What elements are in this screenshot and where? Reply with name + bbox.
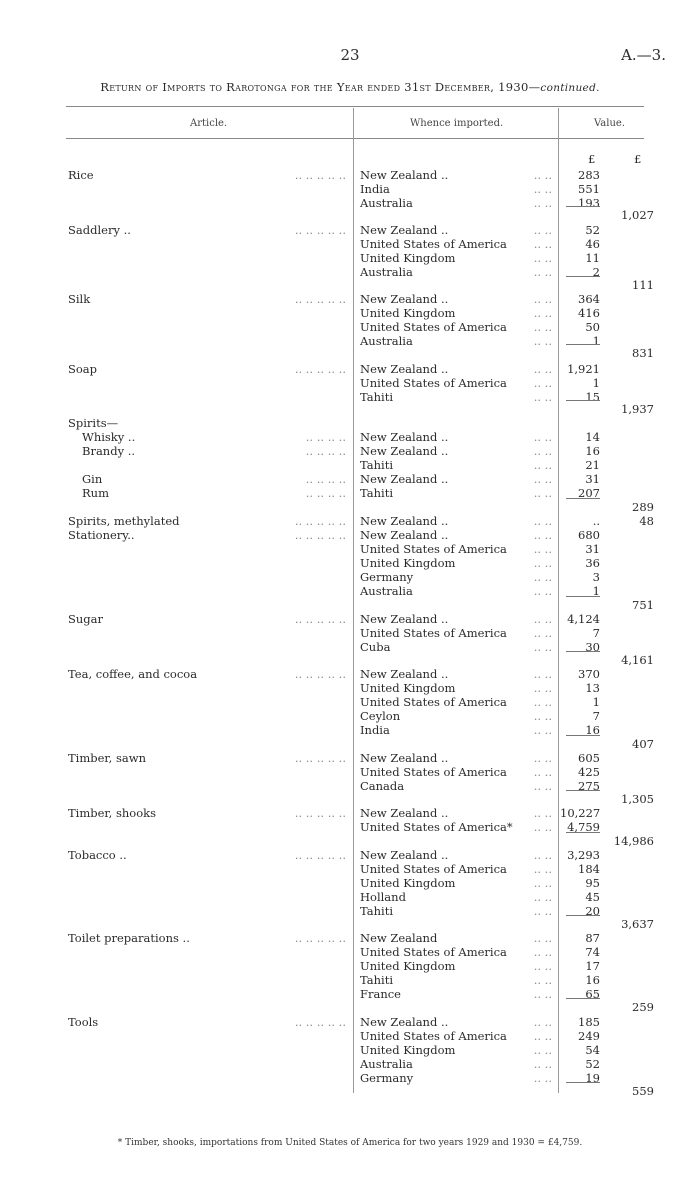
origin-country: New Zealand ..	[360, 430, 449, 444]
header-top-rule	[66, 106, 644, 107]
page-number: 23	[340, 46, 360, 64]
leader-dots: .. ..	[533, 542, 552, 556]
article-total: 289	[632, 500, 654, 514]
leader-dots: .. .. .. ..	[305, 430, 346, 444]
origin-value: 31	[585, 472, 600, 486]
leader-dots: .. ..	[533, 779, 552, 793]
article-name: Tea, coffee, and cocoa	[68, 667, 198, 681]
leader-dots: .. ..	[533, 959, 552, 973]
leader-dots: .. ..	[533, 1057, 552, 1071]
origin-value: 1,921	[567, 362, 600, 376]
origin-value: 207	[578, 486, 600, 500]
leader-dots: .. ..	[533, 1029, 552, 1043]
leader-dots: .. ..	[533, 430, 552, 444]
column-header-whence: Whence imported.	[410, 118, 504, 129]
leader-dots: .. ..	[533, 667, 552, 681]
leader-dots: .. ..	[533, 556, 552, 570]
leader-dots: .. .. .. .. ..	[294, 931, 346, 945]
origin-country: India	[360, 723, 390, 737]
origin-country: New Zealand ..	[360, 223, 449, 237]
origin-value: 4,759	[567, 820, 600, 834]
origin-value: 11	[585, 251, 600, 265]
subtotal-rule	[566, 1082, 600, 1083]
origin-value: 551	[578, 182, 600, 196]
document-reference: A.—3.	[621, 46, 666, 64]
origin-country: New Zealand ..	[360, 667, 449, 681]
leader-dots: .. .. .. .. ..	[294, 168, 346, 182]
article-name: Stationery..	[68, 528, 135, 542]
origin-country: United Kingdom	[360, 251, 456, 265]
origin-value: 95	[585, 876, 600, 890]
origin-country: Holland	[360, 890, 406, 904]
article-subitem: Brandy ..	[82, 444, 136, 458]
origin-country: Australia	[360, 584, 413, 598]
article-total: 48	[639, 514, 654, 528]
origin-country: United States of America	[360, 626, 507, 640]
origin-value: 364	[578, 292, 600, 306]
leader-dots: .. .. .. .. ..	[294, 223, 346, 237]
article-name: Silk	[68, 292, 91, 306]
leader-dots: .. ..	[533, 182, 552, 196]
origin-country: United States of America	[360, 376, 507, 390]
origin-country: New Zealand ..	[360, 1015, 449, 1029]
origin-value: 30	[585, 640, 600, 654]
origin-country: United Kingdom	[360, 1043, 456, 1057]
subtotal-rule	[566, 998, 600, 999]
leader-dots: .. .. .. .. ..	[294, 362, 346, 376]
origin-value: 46	[585, 237, 600, 251]
origin-value: 87	[585, 931, 600, 945]
leader-dots: .. ..	[533, 584, 552, 598]
column-divider-value	[558, 108, 559, 1093]
leader-dots: .. .. .. .. ..	[294, 292, 346, 306]
column-header-article: Article.	[190, 118, 228, 129]
origin-country: United States of America*	[360, 820, 513, 834]
article-name: Soap	[68, 362, 98, 376]
origin-value: 1	[592, 334, 600, 348]
origin-value: 15	[585, 390, 600, 404]
subtotal-rule	[566, 498, 600, 499]
origin-country: United States of America	[360, 237, 507, 251]
origin-country: Australia	[360, 334, 413, 348]
origin-country: New Zealand	[360, 931, 438, 945]
article-name: Tools	[68, 1015, 99, 1029]
origin-country: New Zealand ..	[360, 848, 449, 862]
leader-dots: .. .. .. .. ..	[294, 1015, 346, 1029]
origin-country: New Zealand ..	[360, 514, 449, 528]
leader-dots: .. ..	[533, 1043, 552, 1057]
origin-value: 193	[578, 196, 600, 210]
origin-value: 2	[592, 265, 600, 279]
origin-country: United States of America	[360, 695, 507, 709]
origin-country: United Kingdom	[360, 876, 456, 890]
origin-value: 184	[578, 862, 600, 876]
article-total: 407	[632, 737, 654, 751]
leader-dots: .. ..	[533, 306, 552, 320]
leader-dots: .. ..	[533, 862, 552, 876]
origin-value: 1	[592, 695, 600, 709]
leader-dots: .. ..	[533, 626, 552, 640]
origin-value: 283	[578, 168, 600, 182]
article-total: 111	[632, 278, 654, 292]
leader-dots: .. ..	[533, 320, 552, 334]
subtotal-rule	[566, 790, 600, 791]
leader-dots: .. ..	[533, 362, 552, 376]
article-name: Rice	[68, 168, 94, 182]
origin-value: 16	[585, 723, 600, 737]
origin-value: 14	[585, 430, 600, 444]
origin-country: Tahiti	[360, 486, 394, 500]
leader-dots: .. ..	[533, 765, 552, 779]
article-total: 14,986	[613, 834, 654, 848]
leader-dots: .. .. .. .. ..	[294, 514, 346, 528]
origin-country: Australia	[360, 265, 413, 279]
leader-dots: .. ..	[533, 376, 552, 390]
origin-value: 52	[585, 223, 600, 237]
origin-value: 185	[578, 1015, 600, 1029]
article-subitem: Rum	[82, 486, 109, 500]
origin-value: 3	[592, 570, 600, 584]
leader-dots: .. ..	[533, 486, 552, 500]
origin-value: 17	[585, 959, 600, 973]
article-name: Toilet preparations ..	[68, 931, 190, 945]
origin-value: 20	[585, 904, 600, 918]
leader-dots: .. ..	[533, 458, 552, 472]
origin-country: Ceylon	[360, 709, 401, 723]
leader-dots: .. .. .. .. ..	[294, 806, 346, 820]
article-name: Spirits, methylated	[68, 514, 180, 528]
origin-value: 16	[585, 444, 600, 458]
leader-dots: .. .. .. .. ..	[294, 612, 346, 626]
leader-dots: .. ..	[533, 1071, 552, 1085]
origin-country: New Zealand ..	[360, 444, 449, 458]
origin-value: 50	[585, 320, 600, 334]
origin-country: Tahiti	[360, 904, 394, 918]
subtotal-rule	[566, 915, 600, 916]
origin-country: Germany	[360, 570, 414, 584]
leader-dots: .. ..	[533, 612, 552, 626]
origin-value: 74	[585, 945, 600, 959]
leader-dots: .. ..	[533, 640, 552, 654]
origin-country: Tahiti	[360, 973, 394, 987]
origin-country: New Zealand ..	[360, 528, 449, 542]
subtotal-rule	[566, 276, 600, 277]
leader-dots: .. .. .. ..	[305, 472, 346, 486]
article-total: 259	[632, 1000, 654, 1014]
leader-dots: .. .. .. .. ..	[294, 667, 346, 681]
leader-dots: .. ..	[533, 904, 552, 918]
origin-value: 45	[585, 890, 600, 904]
leader-dots: .. ..	[533, 987, 552, 1001]
subtotal-rule	[566, 400, 600, 401]
subtotal-rule	[566, 344, 600, 345]
origin-value: 3,293	[567, 848, 600, 862]
origin-country: New Zealand ..	[360, 751, 449, 765]
origin-value: 1	[592, 584, 600, 598]
column-divider-article	[353, 108, 354, 1093]
origin-country: Cuba	[360, 640, 391, 654]
origin-country: United States of America	[360, 1029, 507, 1043]
origin-country: Australia	[360, 196, 413, 210]
subtotal-rule	[566, 206, 600, 207]
origin-country: New Zealand ..	[360, 168, 449, 182]
origin-value: 7	[592, 626, 600, 640]
article-total: 831	[632, 346, 654, 360]
leader-dots: .. .. .. .. ..	[294, 528, 346, 542]
leader-dots: .. ..	[533, 806, 552, 820]
origin-value: 54	[585, 1043, 600, 1057]
origin-value: 1	[592, 376, 600, 390]
leader-dots: .. ..	[533, 528, 552, 542]
article-subitem: Gin	[82, 472, 103, 486]
origin-value: 21	[585, 458, 600, 472]
subtotal-rule	[566, 596, 600, 597]
origin-value: 416	[578, 306, 600, 320]
article-name: Timber, sawn	[68, 751, 146, 765]
origin-country: New Zealand ..	[360, 292, 449, 306]
origin-country: United States of America	[360, 862, 507, 876]
article-name: Sugar	[68, 612, 103, 626]
leader-dots: .. ..	[533, 292, 552, 306]
leader-dots: .. ..	[533, 945, 552, 959]
footnote: * Timber, shooks, importations from United States of America for two years 1929 and 1930 = £4,759.	[117, 1138, 583, 1148]
origin-country: United States of America	[360, 542, 507, 556]
leader-dots: .. ..	[533, 709, 552, 723]
origin-value: 19	[585, 1071, 600, 1085]
origin-value: 7	[592, 709, 600, 723]
leader-dots: .. ..	[533, 876, 552, 890]
leader-dots: .. .. .. .. ..	[294, 751, 346, 765]
origin-value: 36	[585, 556, 600, 570]
subtotal-rule	[566, 735, 600, 736]
currency-symbol-right: £	[634, 152, 642, 166]
article-total: 1,027	[621, 208, 654, 222]
leader-dots: .. ..	[533, 1015, 552, 1029]
leader-dots: .. ..	[533, 695, 552, 709]
leader-dots: .. .. .. .. ..	[294, 848, 346, 862]
origin-value: 65	[585, 987, 600, 1001]
article-total: 3,637	[621, 917, 654, 931]
origin-country: United Kingdom	[360, 681, 456, 695]
origin-country: New Zealand ..	[360, 806, 449, 820]
article-total: 559	[632, 1084, 654, 1098]
leader-dots: .. ..	[533, 848, 552, 862]
origin-value: 13	[585, 681, 600, 695]
origin-value: 275	[578, 779, 600, 793]
subtotal-rule	[566, 651, 600, 652]
article-name: Tobacco ..	[68, 848, 127, 862]
origin-country: Tahiti	[360, 390, 394, 404]
leader-dots: .. ..	[533, 931, 552, 945]
article-name: Saddlery ..	[68, 223, 131, 237]
origin-value: 680	[578, 528, 600, 542]
leader-dots: .. ..	[533, 251, 552, 265]
leader-dots: .. ..	[533, 514, 552, 528]
origin-country: United Kingdom	[360, 556, 456, 570]
article-heading: Spirits—	[68, 416, 119, 430]
origin-country: United Kingdom	[360, 959, 456, 973]
origin-value: 249	[578, 1029, 600, 1043]
leader-dots: .. ..	[533, 820, 552, 834]
article-name: Timber, shooks	[68, 806, 156, 820]
origin-country: United States of America	[360, 945, 507, 959]
table-title-main: Return of Imports to Rarotonga for the Year ended 31st December, 1930—	[100, 80, 541, 94]
leader-dots: .. .. .. ..	[305, 444, 346, 458]
origin-country: New Zealand ..	[360, 612, 449, 626]
origin-country: United Kingdom	[360, 306, 456, 320]
origin-country: New Zealand ..	[360, 362, 449, 376]
article-total: 4,161	[621, 653, 654, 667]
origin-value: 31	[585, 542, 600, 556]
leader-dots: .. ..	[533, 168, 552, 182]
leader-dots: .. ..	[533, 223, 552, 237]
leader-dots: .. .. .. ..	[305, 486, 346, 500]
origin-country: Australia	[360, 1057, 413, 1071]
origin-country: India	[360, 182, 390, 196]
column-header-value: Value.	[594, 118, 626, 129]
leader-dots: .. ..	[533, 196, 552, 210]
leader-dots: .. ..	[533, 751, 552, 765]
origin-country: Germany	[360, 1071, 414, 1085]
leader-dots: .. ..	[533, 444, 552, 458]
leader-dots: .. ..	[533, 334, 552, 348]
table-title-suffix: continued.	[540, 82, 600, 94]
leader-dots: .. ..	[533, 472, 552, 486]
leader-dots: .. ..	[533, 390, 552, 404]
table-title	[0, 80, 700, 94]
article-total: 751	[632, 598, 654, 612]
leader-dots: .. ..	[533, 570, 552, 584]
origin-country: Tahiti	[360, 458, 394, 472]
leader-dots: .. ..	[533, 237, 552, 251]
origin-country: New Zealand ..	[360, 472, 449, 486]
leader-dots: .. ..	[533, 723, 552, 737]
leader-dots: .. ..	[533, 681, 552, 695]
origin-value: 370	[578, 667, 600, 681]
origin-country: United States of America	[360, 765, 507, 779]
origin-country: Canada	[360, 779, 405, 793]
origin-value: ..	[592, 514, 600, 528]
article-total: 1,305	[621, 792, 654, 806]
origin-value: 52	[585, 1057, 600, 1071]
article-total: 1,937	[621, 402, 654, 416]
origin-country: France	[360, 987, 401, 1001]
origin-value: 10,227	[560, 806, 601, 820]
article-subitem: Whisky ..	[82, 430, 136, 444]
origin-value: 16	[585, 973, 600, 987]
leader-dots: .. ..	[533, 973, 552, 987]
leader-dots: .. ..	[533, 890, 552, 904]
origin-value: 4,124	[567, 612, 600, 626]
origin-value: 425	[578, 765, 600, 779]
leader-dots: .. ..	[533, 265, 552, 279]
currency-symbol-left: £	[588, 152, 596, 166]
origin-value: 605	[578, 751, 600, 765]
subtotal-rule	[566, 832, 600, 833]
origin-country: United States of America	[360, 320, 507, 334]
